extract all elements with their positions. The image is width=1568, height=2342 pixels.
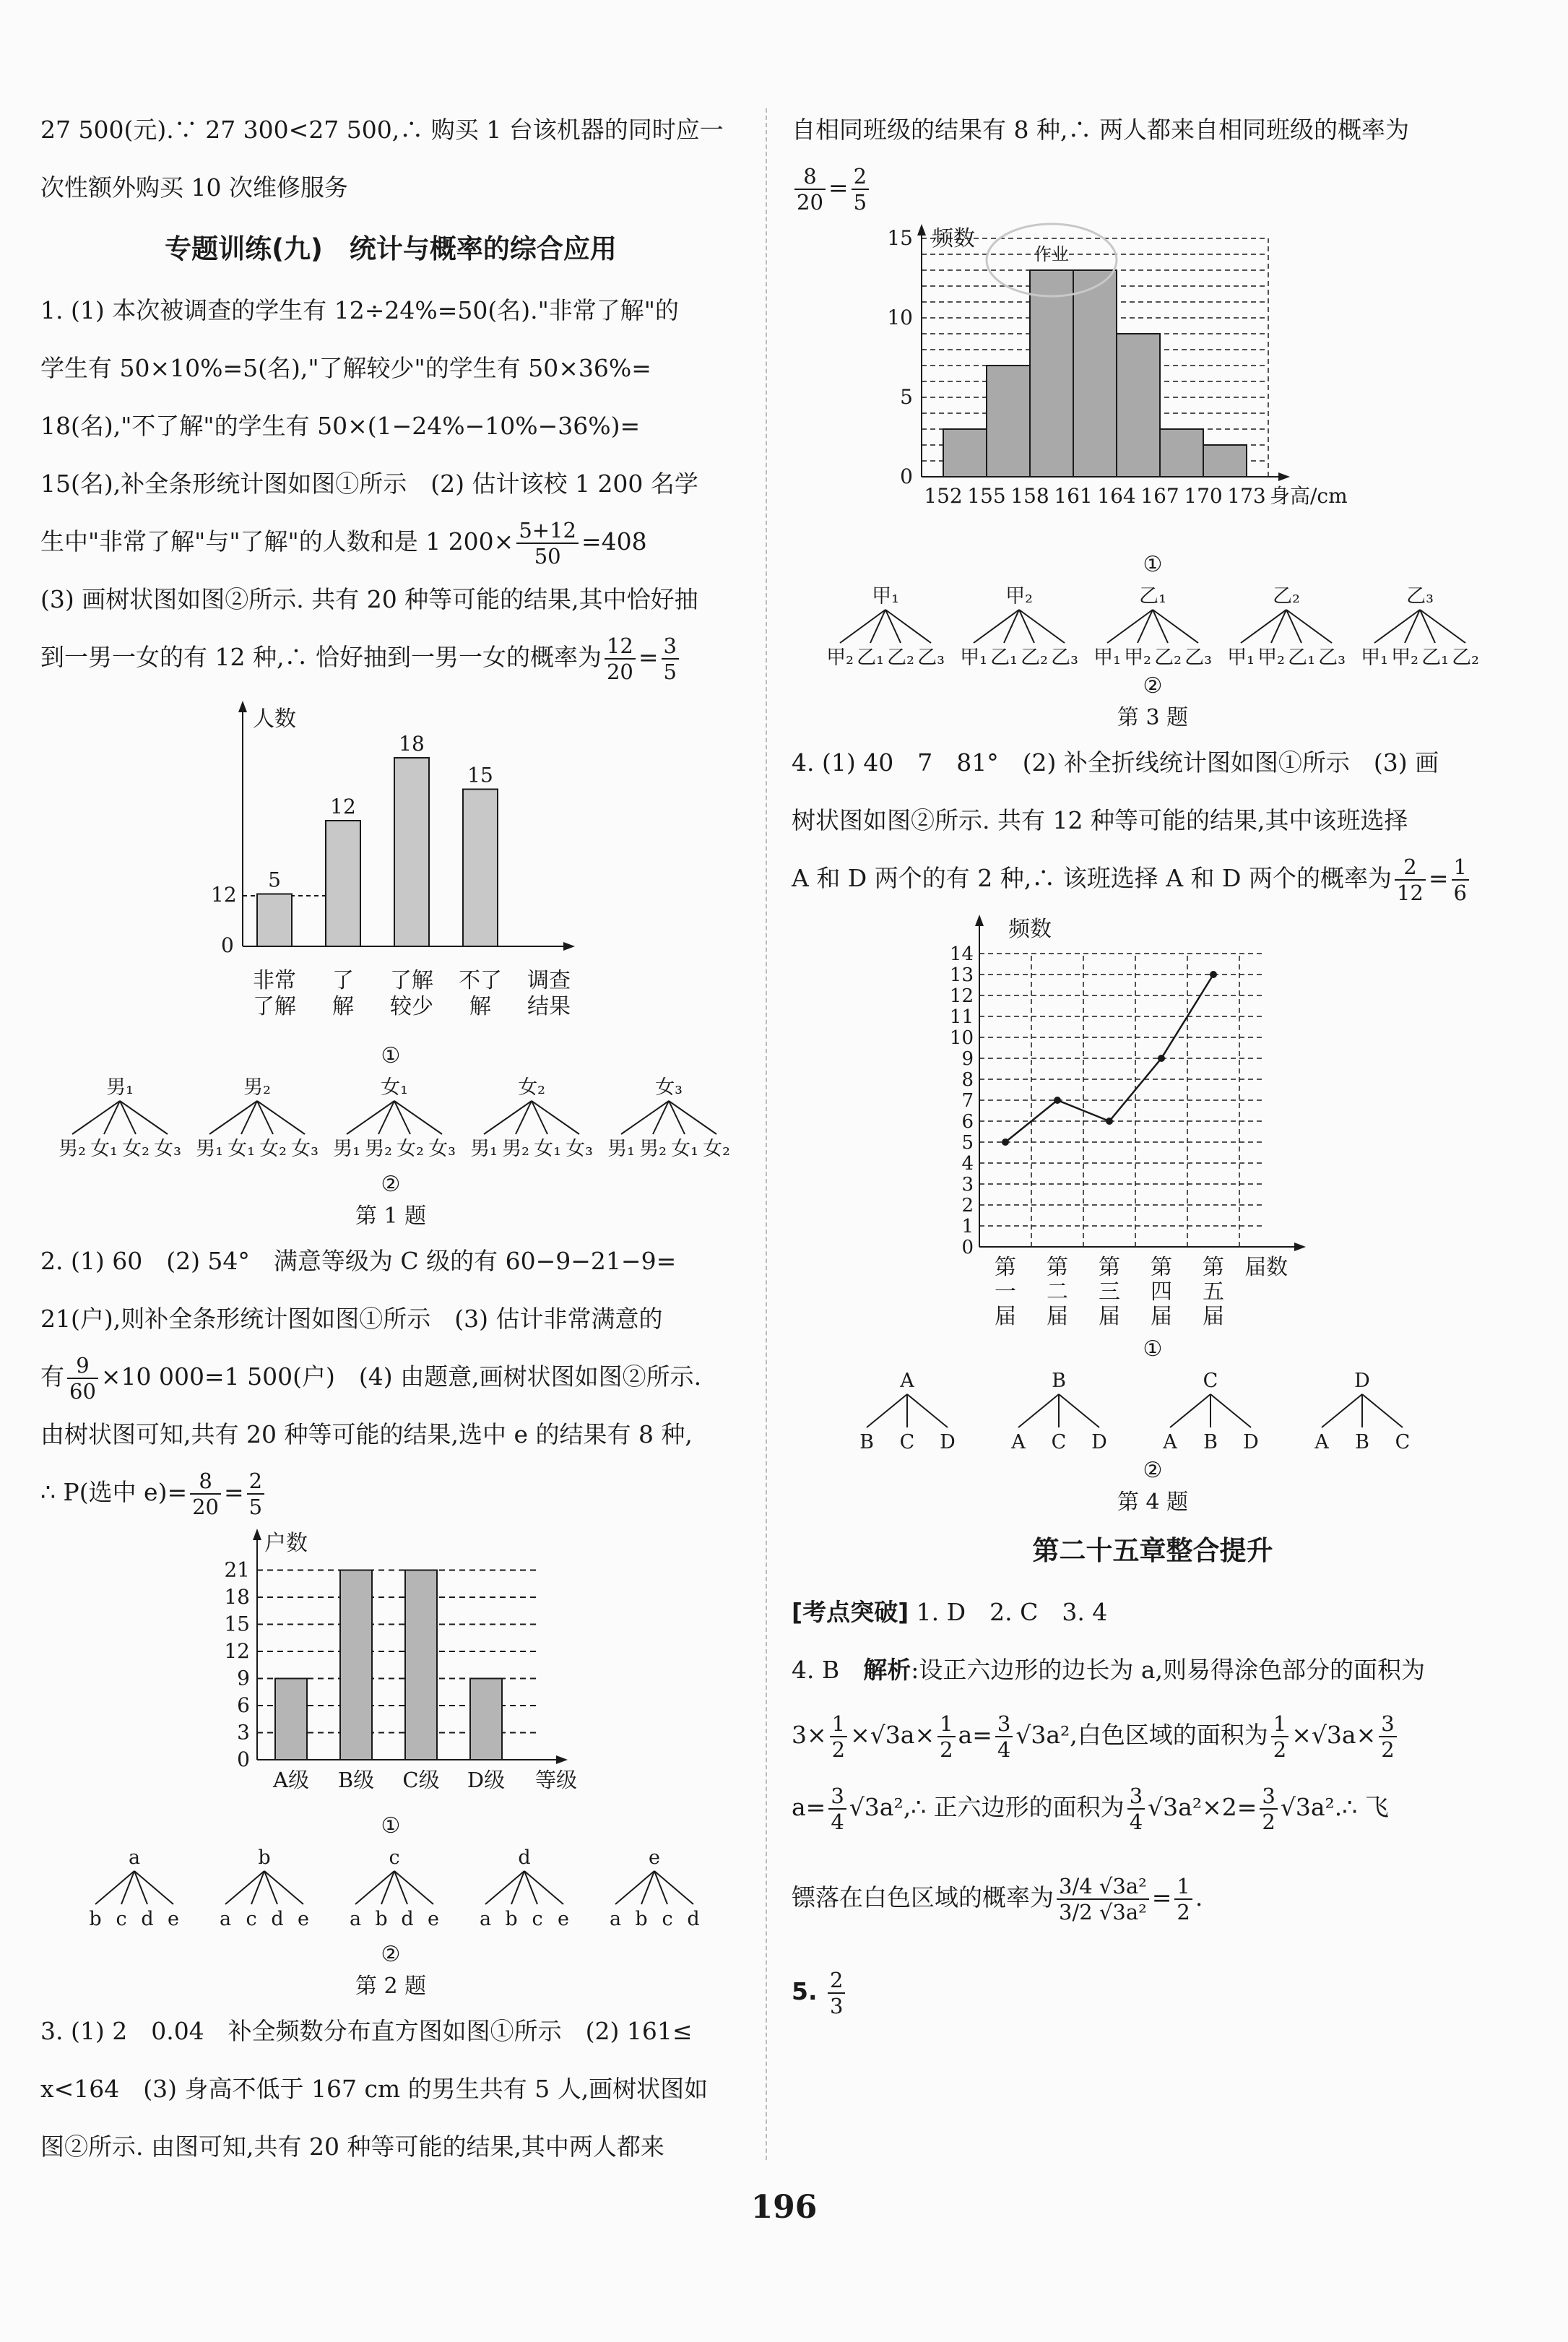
y-tick-label: 12 xyxy=(949,985,974,1007)
tree-root: 女₂ xyxy=(518,1076,545,1099)
y-axis-arrow xyxy=(917,224,926,236)
y-tick-label: 15 xyxy=(887,226,913,250)
data-point xyxy=(1002,1138,1009,1146)
x-tick-label: 五 xyxy=(1203,1279,1224,1305)
y-tick-label: 12 xyxy=(224,1639,250,1663)
tree-leaf: B xyxy=(859,1431,874,1452)
x-tick-label: 届 xyxy=(1047,1304,1068,1329)
y-tick-label: 13 xyxy=(949,964,974,986)
fig1-xlabels xyxy=(40,968,741,1040)
q4-line: 树状图如图②所示. 共有 12 种等可能的结果,其中该班选择 xyxy=(792,806,1408,834)
fraction: $\frac{3}{2}$ xyxy=(1379,1711,1396,1762)
tree-leaf: 男₂ xyxy=(365,1138,392,1160)
x-tick-label: 第 xyxy=(995,1255,1016,1280)
tree-root: D xyxy=(1354,1370,1370,1392)
y-tick-label: 11 xyxy=(949,1006,974,1028)
x-tick-label: D级 xyxy=(467,1768,506,1792)
tree-leaf: 甲₁ xyxy=(960,647,987,667)
bar xyxy=(405,1570,437,1760)
tree-leaf: 女₂ xyxy=(397,1138,424,1160)
tree-leaf: c xyxy=(116,1908,127,1930)
q2-line: 由树状图可知,共有 20 种等可能的结果,选中 e 的结果有 8 种, xyxy=(40,1420,693,1448)
tree-leaf: c xyxy=(532,1908,543,1930)
q1-line: 学生有 50×10%=5(名),"了解较少"的学生有 50×36%= xyxy=(40,354,651,382)
y-tick-label: 3 xyxy=(961,1174,974,1196)
fraction: $\frac{1}{2}$ xyxy=(830,1711,847,1762)
y-tick-label: 0 xyxy=(237,1747,250,1771)
fig4-line-chart xyxy=(792,907,1514,1334)
tree-leaf: c xyxy=(662,1908,673,1930)
origin-label: 0 xyxy=(221,933,234,957)
tree-root: 男₂ xyxy=(243,1076,271,1099)
tree-leaf: 女₃ xyxy=(566,1138,593,1160)
x-axis-arrow xyxy=(1278,472,1290,481)
tree-leaf: 甲₂ xyxy=(1257,647,1285,667)
x-tick-label: 二 xyxy=(1047,1279,1068,1305)
y-tick-label: 2 xyxy=(961,1195,974,1217)
q2-line: 有 $\frac{9}{60}$ ×10 000=1 500(户) (4) 由题意,画树状图如图②所示. xyxy=(40,1353,702,1404)
histogram-bar xyxy=(1203,445,1247,477)
answer-line: 镖落在白色区域的概率为 $\frac{\text{3/4 √3a²}}{\text{3/2 √3a²}}$ = $\frac{1}{2}$ . xyxy=(792,1874,1203,1924)
column-divider xyxy=(766,108,768,2160)
tree-leaf: D xyxy=(1243,1431,1259,1452)
page-number: 196 xyxy=(750,2189,818,2226)
x-tick-label: 第 xyxy=(1203,1255,1224,1280)
figure-caption: 第 1 题 xyxy=(355,1204,427,1229)
tree-root: 女₃ xyxy=(655,1076,683,1099)
tree-root: 女₁ xyxy=(381,1076,408,1099)
tree-leaf: 乙₁ xyxy=(990,647,1018,667)
tree-leaf: 乙₃ xyxy=(1318,647,1346,667)
tree-root: 乙₁ xyxy=(1139,585,1166,608)
y-axis-arrow xyxy=(975,915,984,926)
data-point xyxy=(1158,1055,1165,1062)
y-tick-label: 5 xyxy=(961,1132,974,1154)
tree-branch xyxy=(867,1394,907,1427)
tree-leaf: 乙₂ xyxy=(887,647,914,667)
tree-leaf: B xyxy=(1203,1431,1218,1452)
tree-leaf: b xyxy=(635,1908,648,1930)
fraction: $\frac{3}{4}$ xyxy=(828,1784,846,1834)
fraction: $\frac{8}{20}$ xyxy=(794,164,826,215)
fig2-tree-diagram xyxy=(40,1842,741,1936)
tree-leaf: 男₁ xyxy=(470,1138,498,1160)
bar-value-label: 18 xyxy=(399,732,425,756)
figure-number: ① xyxy=(381,1043,401,1068)
tree-leaf: C xyxy=(1051,1431,1067,1452)
figure-caption: 第 4 题 xyxy=(1117,1490,1189,1515)
x-tick-label: 一 xyxy=(995,1279,1016,1305)
tree-branch xyxy=(1059,1394,1099,1427)
tree-root: 甲₂ xyxy=(1005,585,1033,608)
x-tick-label: 届 xyxy=(995,1304,1016,1329)
x-tick-label: 155 xyxy=(967,484,1006,508)
tree-leaf: 甲₁ xyxy=(1361,647,1388,667)
x-tick-label: 调查 结果 xyxy=(527,968,571,1019)
q3-line: $\frac{8}{20}$ = $\frac{2}{5}$ xyxy=(792,159,1514,217)
q3-line: 3. (1) 2 0.04 补全频数分布直方图如图①所示 (2) 161≤ xyxy=(40,2017,693,2045)
answer-line: [考点突破] 1. D 2. C 3. 4 xyxy=(792,1598,1108,1626)
x-tick-label: 届 xyxy=(1151,1304,1172,1329)
tree-root: 男₁ xyxy=(106,1076,134,1099)
x-tick-label: 164 xyxy=(1097,484,1136,508)
tree-leaf: B xyxy=(1355,1431,1369,1452)
x-tick-label: 152 xyxy=(924,484,963,508)
fraction: $\frac{1}{6}$ xyxy=(1452,855,1469,905)
tree-leaf: a xyxy=(479,1908,492,1930)
tree-leaf: a xyxy=(349,1908,362,1930)
histogram-bar xyxy=(1073,270,1117,477)
tree-leaf: 女₁ xyxy=(90,1138,118,1160)
fraction: $\frac{12}{20}$ xyxy=(605,634,636,684)
y-tick-label: 3 xyxy=(237,1720,250,1745)
data-point xyxy=(1106,1118,1113,1125)
y-axis-label: 频数 xyxy=(932,226,975,251)
y-tick-label: 12 xyxy=(211,883,237,907)
x-tick-label: 158 xyxy=(1010,484,1049,508)
histogram-bar xyxy=(1030,270,1073,477)
bar xyxy=(463,790,498,947)
y-tick-label: 1 xyxy=(961,1216,974,1237)
x-tick-label: 第 xyxy=(1151,1255,1172,1280)
tree-leaf: a xyxy=(219,1908,232,1930)
tree-leaf: b xyxy=(375,1908,388,1930)
tree-leaf: D xyxy=(940,1431,956,1452)
x-tick-label: 四 xyxy=(1151,1279,1172,1305)
q1-line: 1. (1) 本次被调查的学生有 12÷24%=50(名)."非常了解"的 xyxy=(40,296,679,324)
q1-line: 到一男一女的有 12 种,∴ 恰好抽到一男一女的概率为 $\frac{12}{20}$ = $\frac{3}{5}$ xyxy=(40,628,741,686)
y-tick-label: 7 xyxy=(961,1090,974,1112)
tree-leaf: 乙₂ xyxy=(1452,647,1479,667)
tree-leaf: e xyxy=(168,1908,179,1930)
x-tick-label: 了解 较少 xyxy=(390,968,433,1019)
x-axis-arrow xyxy=(1294,1243,1306,1251)
histogram-bar xyxy=(1160,429,1203,477)
tree-leaf: d xyxy=(687,1908,700,1930)
x-tick-label: 不了 解 xyxy=(459,968,502,1019)
fraction: $\frac{3}{5}$ xyxy=(662,634,679,684)
tree-leaf: e xyxy=(558,1908,569,1930)
y-tick-label: 4 xyxy=(961,1153,974,1175)
y-tick-label: 5 xyxy=(900,385,913,409)
tree-root: B xyxy=(1052,1370,1066,1392)
y-axis-label: 人数 xyxy=(253,707,296,732)
fraction: $\frac{1}{2}$ xyxy=(1271,1711,1288,1762)
tree-leaf: 甲₂ xyxy=(826,647,854,667)
x-tick-label: 161 xyxy=(1054,484,1093,508)
tree-leaf: 甲₁ xyxy=(1227,647,1255,667)
tree-branch xyxy=(1210,1394,1251,1427)
tree-leaf: e xyxy=(298,1908,309,1930)
q1-line: (3) 画树状图如图②所示. 共有 20 种等可能的结果,其中恰好抽 xyxy=(40,585,698,613)
y-tick-label: 14 xyxy=(949,943,974,965)
tree-leaf: 女₃ xyxy=(291,1138,319,1160)
tree-leaf: c xyxy=(246,1908,257,1930)
tree-leaf: A xyxy=(1163,1431,1177,1452)
x-tick-label: A级 xyxy=(273,1768,309,1792)
fraction: $\frac{3}{2}$ xyxy=(1260,1784,1277,1834)
tree-leaf: 乙₁ xyxy=(1421,647,1449,667)
tree-leaf: 男₂ xyxy=(639,1138,667,1160)
tree-root: 乙₃ xyxy=(1406,585,1434,608)
q4-line: 4. (1) 40 7 81° (2) 补全折线统计图如图①所示 (3) 画 xyxy=(792,748,1439,777)
tree-leaf: 男₁ xyxy=(333,1138,360,1160)
bar xyxy=(394,758,429,946)
tree-branch xyxy=(1362,1394,1403,1427)
y-tick-label: 0 xyxy=(961,1237,974,1258)
y-tick-label: 9 xyxy=(237,1666,250,1690)
tree-leaf: 甲₂ xyxy=(1124,647,1151,667)
y-axis-label: 频数 xyxy=(1008,917,1052,942)
fig3-tree-diagram xyxy=(792,581,1514,667)
x-axis-label: 身高/cm xyxy=(1270,484,1348,508)
x-tick-label: B级 xyxy=(337,1768,375,1792)
right-column xyxy=(792,101,1514,2031)
tree-leaf: 女₁ xyxy=(671,1138,698,1160)
x-tick-label: 三 xyxy=(1099,1279,1120,1305)
tree-root: 甲₁ xyxy=(872,585,899,608)
figure-number: ① xyxy=(1143,552,1163,577)
q4-line: A 和 D 两个的有 2 种,∴ 该班选择 A 和 D 两个的概率为 $\frac{2}{12}$ = $\frac{1}{6}$ xyxy=(792,850,1514,907)
tree-leaf: d xyxy=(141,1908,154,1930)
tree-leaf: 女₂ xyxy=(703,1138,730,1160)
bar xyxy=(470,1679,502,1760)
tree-branch xyxy=(1170,1394,1210,1427)
figure-number: ② xyxy=(381,1172,401,1197)
tree-leaf: 女₂ xyxy=(122,1138,150,1160)
q2-line: 21(户),则补全条形统计图如图①所示 (3) 估计非常满意的 xyxy=(40,1305,663,1333)
x-tick-label: 第 xyxy=(1047,1255,1068,1280)
tree-leaf: 男₂ xyxy=(59,1138,86,1160)
tree-leaf: d xyxy=(401,1908,414,1930)
bar xyxy=(326,821,360,946)
fraction: $\frac{2}{3}$ xyxy=(828,1968,845,2018)
x-axis-label: 等级 xyxy=(535,1768,578,1792)
q1-line: 生中"非常了解"与"了解"的人数和是 1 200× $\frac{5+12}{50}$ =408 xyxy=(40,518,647,569)
y-axis-label: 户数 xyxy=(264,1531,308,1556)
y-tick-label: 6 xyxy=(237,1693,250,1717)
x-tick-label: 167 xyxy=(1140,484,1179,508)
q2-line: 2. (1) 60 (2) 54° 满意等级为 C 级的有 60−9−21−9= xyxy=(40,1247,677,1275)
tree-leaf: b xyxy=(89,1908,102,1930)
x-tick-label: 170 xyxy=(1184,484,1223,508)
x-tick-label: 届 xyxy=(1203,1304,1224,1329)
tree-leaf: d xyxy=(271,1908,284,1930)
tree-leaf: 甲₂ xyxy=(1391,647,1418,667)
bar xyxy=(340,1570,372,1760)
answer-line: 4. B 解析:设正六边形的边长为 a,则易得涂色部分的面积为 xyxy=(792,1656,1426,1684)
tree-leaf: 乙₃ xyxy=(1051,647,1078,667)
answer-line: 3× $\frac{1}{2}$ ×√3a× $\frac{1}{2}$ a= $\frac{3}{4}$ √3a²,白色区域的面积为 $\frac{1}{2}$ ×√3a× $\frac{3}{2}$ xyxy=(792,1699,1514,1771)
tree-leaf: b xyxy=(505,1908,518,1930)
tree-branch xyxy=(1018,1394,1059,1427)
y-tick-label: 10 xyxy=(887,306,913,329)
figure-number: ② xyxy=(1143,673,1163,699)
x-axis-label: 届数 xyxy=(1244,1255,1288,1280)
tree-root: C xyxy=(1203,1370,1218,1392)
fig2-bar-chart xyxy=(40,1521,741,1810)
fraction: $\frac{1}{2}$ xyxy=(1174,1874,1192,1924)
q2-line: ∴ P(选中 e)= $\frac{8}{20}$ = $\frac{2}{5}$ xyxy=(40,1464,741,1521)
tree-root: d xyxy=(518,1846,531,1869)
tree-leaf: 女₁ xyxy=(228,1138,255,1160)
tree-leaf: 男₁ xyxy=(607,1138,635,1160)
text-line: 次性额外购买 10 次维修服务 xyxy=(40,173,348,202)
q3-line: x<164 (3) 身高不低于 167 cm 的男生共有 5 人,画树状图如 xyxy=(40,2075,709,2103)
fraction: $\frac{\text{3/4 √3a²}}{\text{3/2 √3a²}}$ xyxy=(1057,1874,1149,1924)
fig1-tree-diagram xyxy=(40,1072,741,1166)
q1-line: 15(名),补全条形统计图如图①所示 (2) 估计该校 1 200 名学 xyxy=(40,470,698,498)
bar xyxy=(257,894,292,947)
bar xyxy=(275,1679,307,1760)
q3-line: 自相同班级的结果有 8 种,∴ 两人都来自相同班级的概率为 xyxy=(792,116,1409,144)
fig4-tree-diagram xyxy=(792,1365,1514,1452)
tree-branch xyxy=(1322,1394,1362,1427)
figure-number: ① xyxy=(381,1813,401,1838)
x-tick-label: 非常 了解 xyxy=(253,968,296,1019)
tree-leaf: 乙₂ xyxy=(1021,647,1048,667)
fraction: $\frac{1}{2}$ xyxy=(937,1711,955,1762)
y-tick-label: 15 xyxy=(224,1612,250,1636)
x-tick-label: 届 xyxy=(1099,1304,1120,1329)
section-heading: 专题训练(九) 统计与概率的综合应用 xyxy=(165,233,617,264)
left-column xyxy=(40,101,741,2176)
tree-leaf: e xyxy=(428,1908,439,1930)
y-tick-label: 18 xyxy=(224,1585,250,1609)
figure-caption: 第 3 题 xyxy=(1117,705,1189,730)
fraction: $\frac{3}{4}$ xyxy=(995,1711,1013,1762)
tree-leaf: 甲₁ xyxy=(1093,647,1121,667)
stamp-text: 作业 xyxy=(1034,244,1069,264)
fraction: $\frac{3}{4}$ xyxy=(1127,1784,1145,1834)
tree-leaf: 女₁ xyxy=(534,1138,561,1160)
tree-leaf: 乙₃ xyxy=(1184,647,1212,667)
histogram-bar xyxy=(987,366,1030,477)
fraction: $\frac{8}{20}$ xyxy=(190,1469,221,1519)
answer-line: a= $\frac{3}{4}$ √3a²,∴ 正六边形的面积为 $\frac{3}{4}$ √3a²×2= $\frac{3}{2}$ √3a².∴ 飞 xyxy=(792,1784,1389,1834)
fig3-histogram xyxy=(792,217,1514,549)
tree-leaf: a xyxy=(609,1908,622,1930)
tree-leaf: 男₁ xyxy=(196,1138,223,1160)
tree-leaf: 男₂ xyxy=(502,1138,529,1160)
tree-leaf: 女₃ xyxy=(154,1138,181,1160)
x-tick-label: 了 解 xyxy=(332,968,354,1019)
x-tick-label: C级 xyxy=(402,1768,440,1792)
y-tick-label: 0 xyxy=(900,464,913,488)
fraction: $\frac{2}{5}$ xyxy=(247,1469,264,1519)
fraction: $\frac{2}{12}$ xyxy=(1395,855,1426,905)
tree-leaf: 乙₂ xyxy=(1154,647,1182,667)
x-tick-label: 第 xyxy=(1099,1255,1120,1280)
data-point xyxy=(1210,971,1217,978)
figure-caption: 第 2 题 xyxy=(355,1974,427,1999)
tree-leaf: 乙₁ xyxy=(1288,647,1315,667)
y-tick-label: 6 xyxy=(961,1111,974,1133)
tree-root: c xyxy=(389,1846,400,1869)
tree-root: 乙₂ xyxy=(1273,585,1300,608)
answer-line: 5. $\frac{2}{3}$ xyxy=(792,1952,1514,2031)
tree-root: b xyxy=(258,1846,271,1869)
data-point xyxy=(1054,1097,1061,1104)
tree-leaf: A xyxy=(1314,1431,1329,1452)
x-tick-label: 173 xyxy=(1227,484,1266,508)
figure-number: ② xyxy=(381,1942,401,1967)
tree-leaf: 女₂ xyxy=(259,1138,287,1160)
fraction: $\frac{9}{60}$ xyxy=(67,1353,98,1404)
text-line: 27 500(元).∵ 27 300<27 500,∴ 购买 1 台该机器的同时应一 xyxy=(40,116,724,144)
tree-leaf: 乙₁ xyxy=(857,647,884,667)
figure-number: ① xyxy=(1143,1336,1163,1362)
histogram-bar xyxy=(1117,334,1160,477)
q3-line: 图②所示. 由图可知,共有 20 种等可能的结果,其中两人都来 xyxy=(40,2133,664,2161)
tree-leaf: C xyxy=(1395,1431,1411,1452)
figure-number: ② xyxy=(1143,1458,1163,1483)
tree-leaf: 乙₃ xyxy=(917,647,945,667)
fraction: $\frac{5+12}{50}$ xyxy=(516,518,579,569)
tree-leaf: 女₃ xyxy=(428,1138,456,1160)
y-tick-label: 8 xyxy=(961,1069,974,1091)
fig1-bar-chart xyxy=(40,686,741,975)
x-axis-arrow xyxy=(556,1755,568,1764)
fraction: $\frac{2}{5}$ xyxy=(852,164,869,215)
tree-branch xyxy=(907,1394,948,1427)
tree-leaf: C xyxy=(899,1431,915,1452)
tree-leaf: A xyxy=(1011,1431,1026,1452)
y-tick-label: 9 xyxy=(961,1048,974,1070)
y-tick-label: 21 xyxy=(224,1557,250,1582)
bar-value-label: 12 xyxy=(330,795,356,818)
histogram-bar xyxy=(943,429,987,477)
tree-root: e xyxy=(649,1846,660,1869)
y-axis-arrow xyxy=(253,1529,261,1540)
y-tick-label: 10 xyxy=(949,1027,974,1049)
bar-value-label: 5 xyxy=(268,868,281,892)
tree-root: A xyxy=(900,1370,914,1392)
bar-value-label: 15 xyxy=(467,763,493,787)
chapter-heading: 第二十五章整合提升 xyxy=(1032,1535,1273,1566)
tree-leaf: D xyxy=(1091,1431,1107,1452)
q1-line: 18(名),"不了解"的学生有 50×(1−24%−10%−36%)= xyxy=(40,412,641,440)
tree-root: a xyxy=(128,1846,141,1869)
